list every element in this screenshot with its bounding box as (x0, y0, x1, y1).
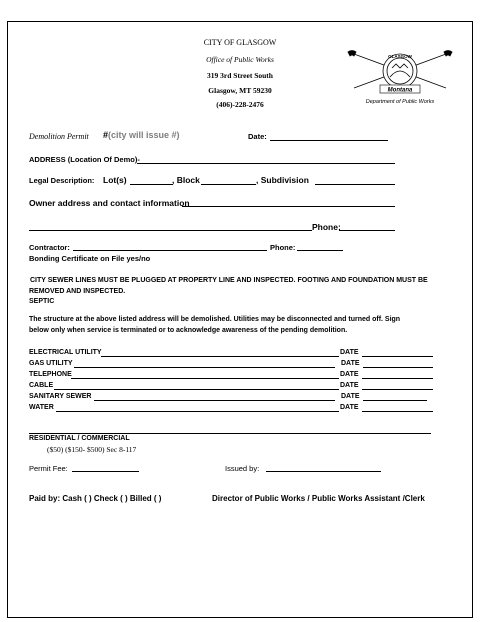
utility-row: CABLE (29, 382, 54, 389)
logo-caption: Department of Public Works (365, 99, 435, 105)
utility-date-field[interactable] (362, 389, 433, 390)
permit-number: #(city will issue #) (103, 130, 180, 140)
public-works-logo (340, 48, 460, 108)
legal-description-label: Legal Description: (29, 176, 95, 185)
utility-date-label: DATE (340, 382, 359, 389)
permit-title: Demolition Permit (29, 132, 89, 141)
city-title: CITY OF GLASGOW (203, 38, 277, 47)
owner-field[interactable] (182, 206, 395, 207)
utility-date-label: DATE (340, 349, 359, 356)
utility-signature-field[interactable] (101, 356, 339, 357)
utility-signature-field[interactable] (71, 378, 339, 379)
structure-notice-line2: below only when service is terminated or to acknowledge awareness of the pending demolition. (29, 327, 348, 334)
septic-label: SEPTIC (29, 298, 55, 305)
utility-signature-field[interactable] (74, 367, 335, 368)
logo-state-text: Montana (387, 87, 413, 94)
lot-label: Lot(s) (103, 175, 127, 185)
utility-date-field[interactable] (362, 411, 433, 412)
utility-date-label: DATE (341, 360, 360, 367)
owner-phone-field[interactable] (339, 230, 395, 231)
utility-row: GAS UTILITY (29, 360, 73, 367)
paid-by: Paid by: Cash ( ) Check ( ) Billed ( ) (29, 494, 162, 503)
address-label: ADDRESS (Location Of Demo)- (29, 155, 140, 164)
street-address: 319 3rd Street South (207, 71, 273, 80)
owner-phone-label: Phone: (312, 222, 341, 232)
date-field[interactable] (270, 140, 388, 141)
utility-date-field[interactable] (362, 356, 433, 357)
utility-date-label: DATE (340, 404, 359, 411)
date-label: Date: (248, 132, 267, 141)
permit-fee-label: Permit Fee: (29, 464, 68, 473)
utility-date-label: DATE (341, 393, 360, 400)
address-field[interactable] (137, 163, 395, 164)
city-state-zip: Glasgow, MT 59230 (208, 86, 272, 95)
utility-date-field[interactable] (363, 400, 427, 401)
contractor-phone-field[interactable] (297, 250, 343, 251)
contractor-label: Contractor: (29, 243, 70, 252)
utility-row: SANITARY SEWER (29, 393, 92, 400)
sewer-notice-line2: REMOVED AND INSPECTED. (29, 288, 126, 295)
utility-signature-field[interactable] (56, 411, 339, 412)
category-label: RESIDENTIAL / COMMERCIAL (29, 435, 130, 442)
owner-field-line2[interactable] (29, 230, 312, 231)
utility-date-field[interactable] (363, 367, 433, 368)
permit-fee-field[interactable] (72, 471, 139, 472)
bonding-certificate: Bonding Certificate on File yes/no (29, 254, 151, 263)
signer-title: Director of Public Works / Public Works Assistant /Clerk (212, 494, 425, 503)
fee-amounts: ($50) ($150- $500) Sec 8-117 (47, 445, 137, 454)
office-phone: (406)-228-2476 (216, 100, 264, 109)
utility-signature-field[interactable] (54, 389, 339, 390)
blank-signature-line[interactable] (29, 433, 431, 434)
lot-field[interactable] (130, 184, 173, 185)
sewer-notice-line1: CITY SEWER LINES MUST BE PLUGGED AT PROPERTY LINE AND INSPECTED. FOOTING AND FOUNDATION MUST BE (30, 277, 428, 284)
owner-label: Owner address and contact information (29, 198, 190, 208)
block-label: , Block (172, 175, 200, 185)
logo-top-text: GLASGOW (388, 54, 412, 59)
contractor-field[interactable] (73, 250, 267, 251)
block-field[interactable] (201, 184, 256, 185)
utility-signature-field[interactable] (94, 400, 335, 401)
utility-row: TELEPHONE (29, 371, 72, 378)
structure-notice-line1: The structure at the above listed address will be demolished. Utilities may be disconnected and turned off. Sign (29, 316, 401, 323)
issued-by-field[interactable] (266, 471, 381, 472)
contractor-phone-label: Phone: (270, 243, 296, 252)
utility-date-label: DATE (340, 371, 359, 378)
subdivision-label: , Subdivision (256, 175, 309, 185)
utility-row: ELECTRICAL UTILITY (29, 349, 102, 356)
utility-date-field[interactable] (362, 378, 433, 379)
office-name: Office of Public Works (206, 55, 274, 64)
issued-by-label: Issued by: (225, 464, 260, 473)
utility-row: WATER (29, 404, 54, 411)
subdivision-field[interactable] (315, 184, 395, 185)
